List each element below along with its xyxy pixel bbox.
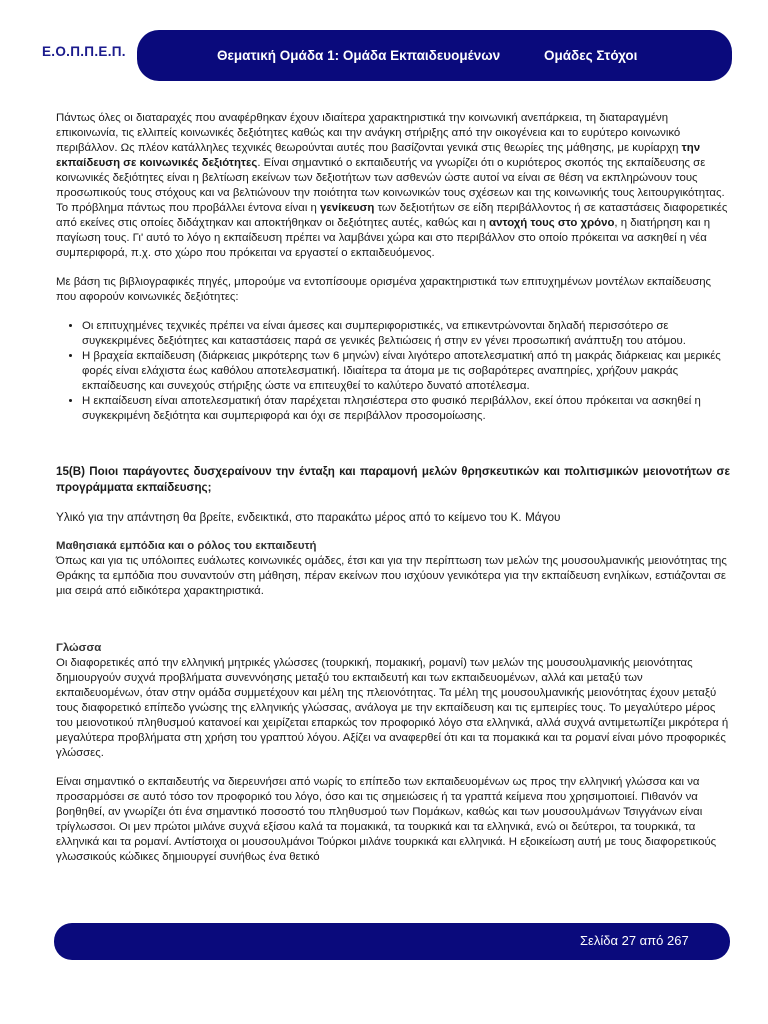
text-run: των δεξιοτήτων σε είδη περιβάλλοντος ή σε καταστάσεις διαφορετικές από εκείνες στις οποίες διδάχτηκαν και αποκτήθηκαν οι δεξιότητες αυτές, καθώς και η bbox=[56, 202, 728, 229]
section-text-language: Οι διαφορετικές από την ελληνική μητρικές γλώσσες (τουρκική, πομακική, ρομανί) των μελών της μουσουλμανικής μειονότητας δημιουργούν συχνά προβλήματα συνεννόησης μεταξύ του εκπαιδευτή και των εκπαιδευομένων, αλλά και μεταξύ των εκπαιδευομένων, όταν στην ομάδα συμμετέχουν και μέλη της πλειονότητας. Τα μέλη της μουσουλμανικής μειονότητας έχουν μεταξύ τους διαφορετικό επίπεδο γνώσης της ελληνικής γλώσσας, ανάλογα με την εκπαίδευση και τις εμπειρίες τους. Το μεγαλύτερο μέρος του μειονοτικού πληθυσμού κατανοεί και χειρίζεται επαρκώς τον προφορικό λόγο στα ελληνικά, αλλά συχνά αντιμετωπίζει μικρότερα ή μεγαλύτερα προβλήματα στη χρήση του γραπτού λόγου. Αξίζει να αναφερθεί ότι και τα πομακικά και τα ρομανί είναι μόνο προφορικές γλώσσες. bbox=[56, 657, 729, 759]
document-body bbox=[56, 111, 730, 865]
paragraph-models: Με βάση τις βιβλιογραφικές πηγές, μπορούμε να εντοπίσουμε ορισμένα χαρακτηριστικά των επιτυχημένων μοντέλων εκπαίδευσης που αφορούν κοινωνικές δεξιότητες: bbox=[56, 276, 712, 303]
list-item: • Η βραχεία εκπαίδευση (διάρκειας μικρότερης των 6 μηνών) είναι λιγότερο αποτελεσματική από τη μακράς διάρκειας και μερικές φορές είναι ελάχιστα έως καθόλου αποτελεσματική. Ιδιαίτερα τα άτομα με τις σοβαρότερες αναπηρίες, χρήζουν μακράς εκπαίδευσης και συνεχούς στήριξης ώστε να επιτευχθεί το καλύτερο δυνατό αποτέλεσμα. bbox=[82, 349, 730, 394]
emphasis-social-skills: την εκπαίδευση σε κοινωνικές δεξιότητες bbox=[56, 142, 701, 169]
answer-hint: Υλικό για την απάντηση θα βρείτε, ενδεικτικά, στο παρακάτω μέρος από το κείμενο του Κ. Μάγου bbox=[56, 510, 561, 524]
page-number: Σελίδα 27 από 267 bbox=[580, 933, 689, 948]
header-title: Θεματική Ομάδα 1: Ομάδα Εκπαιδευομένων bbox=[217, 48, 501, 63]
section-title-learning-barriers: Μαθησιακά εμπόδια και ο ρόλος του εκπαιδευτή bbox=[56, 540, 317, 552]
text-run: . Είναι σημαντικό ο εκπαιδευτής να γνωρίζει ότι ο κυριότερος σκοπός της εκπαίδευσης σε κοινωνικές δεξιότητες είναι η βελτίωση εκείνων των δεξιοτήτων των ασθενών ώστε αυτοί να είναι σε θέση να εκπληρώνουν τους προσωπικούς τους στόχους και να βελτιώνουν την ποιότητα των κοινωνικών τους σχέσεων και της κοινωνικής τους λειτουργικότητας. Το πρόβλημα πάντως που προβάλλει έντονα είναι η bbox=[56, 157, 725, 214]
text-run: Πάντως όλες οι διαταραχές που αναφέρθηκαν έχουν ιδιαίτερα χαρακτηριστικά την κοινωνική ανεπάρκεια, τη διαταραγμένη επικοινωνία, τις ελλιπείς κοινωνικές δεξιότητες καθώς και την ανάγκη στήριξης από την οικογένεια και το ευρύτερο κοινωνικό περιβάλλον. Ως πλέον κατάλληλες τεχνικές θεωρούνται αυτές που βασίζονται γενικά στις θεωρίες της μάθησης, με κυρίαρχη bbox=[56, 112, 682, 154]
header-banner bbox=[137, 30, 732, 81]
section-title-language: Γλώσσα bbox=[56, 642, 102, 654]
header-subtitle: Ομάδες Στόχοι bbox=[544, 48, 638, 63]
text-run: , η διατήρηση και η παγίωση τους. Γι' αυτό το λόγο η εκπαίδευση πρέπει να λαμβάνει χώρα και στο περιβάλλον στο οποίο πρόκειται να ασκηθεί η νέα συμπεριφορά, π.χ. στο χώρο που πρόκειται να εργαστεί ο εκπαιδευόμενος. bbox=[56, 217, 711, 259]
paragraph-intro bbox=[56, 111, 730, 261]
list-item: • Η εκπαίδευση είναι αποτελεσματική όταν παρέχεται πλησιέστερα στο φυσικό περιβάλλον, εκεί όπου πρόκειται να ασκηθεί η συγκεκριμένη δεξιότητα και συμπεριφορά και όχι σε περιβάλλον προσομοίωσης. bbox=[82, 394, 730, 424]
emphasis-durability: αντοχή τους στο χρόνο bbox=[489, 217, 615, 229]
emphasis-generalization: γενίκευση bbox=[320, 202, 375, 214]
organization-label: Ε.Ο.Π.Π.Ε.Π. bbox=[42, 44, 126, 59]
list-item: • Οι επιτυχημένες τεχνικές πρέπει να είναι άμεσες και συμπεριφοριστικές, να επικεντρώνονται δηλαδή περισσότερο σε συγκεκριμένες δεξιότητες και καταστάσεις παρά σε γενικές βελτιώσεις ή στην εν γένει προσωπική ανάπτυξη του ατόμου. bbox=[82, 319, 730, 349]
characteristics-list bbox=[56, 319, 730, 424]
question-heading: 15(Β) Ποιοι παράγοντες δυσχεραίνουν την ένταξη και παραμονή μελών θρησκευτικών και πολιτισμικών μειονοτήτων σε προγράμματα εκπαίδευσης; bbox=[56, 465, 730, 494]
footer-banner bbox=[54, 923, 730, 960]
section-text-learning-barriers: Όπως και για τις υπόλοιπες ευάλωτες κοινωνικές ομάδες, έτσι και για την περίπτωση των μελών της μουσουλμανικής μειονότητας της Θράκης τα εμπόδια που συναντούν στη μάθηση, πέραν εκείνων που ισχύουν γενικότερα για την εκπαίδευση ενηλίκων, εστιάζονται σε μια σειρά από ειδικότερα χαρακτηριστικά. bbox=[56, 555, 727, 597]
paragraph-trilingual: Είναι σημαντικό ο εκπαιδευτής να διερευνήσει από νωρίς το επίπεδο των εκπαιδευομένων ως προς την ελληνική γλώσσα και να προσαρμόσει σε αυτό τόσο τον προφορικό του λόγο, όσο και τις σημειώσεις ή τα γραπτά κείμενα που χρησιμοποιεί. Πιθανόν να βοηθηθεί, αν γνωρίζει ότι ένα σημαντικό ποσοστό του πληθυσμού των Πομάκων, καθώς και των μουσουλμάνων Τσιγγάνων είναι τρίγλωσσοι. Οι μεν πρώτοι μιλάνε συχνά εξίσου καλά τα πομακικά, τα τουρκικά και τα ελληνικά, ενώ οι δεύτεροι, τα τουρκικά, τα ελληνικά και τα ρομανί. Αντίστοιχα οι μουσουλμάνοι Τούρκοι μιλάνε τουρκικά και ελληνικά. Η εξοικείωση αυτή με τους διαφορετικούς γλωσσικούς κώδικες δημιουργεί συνήθως ένα θετικό bbox=[56, 776, 717, 863]
